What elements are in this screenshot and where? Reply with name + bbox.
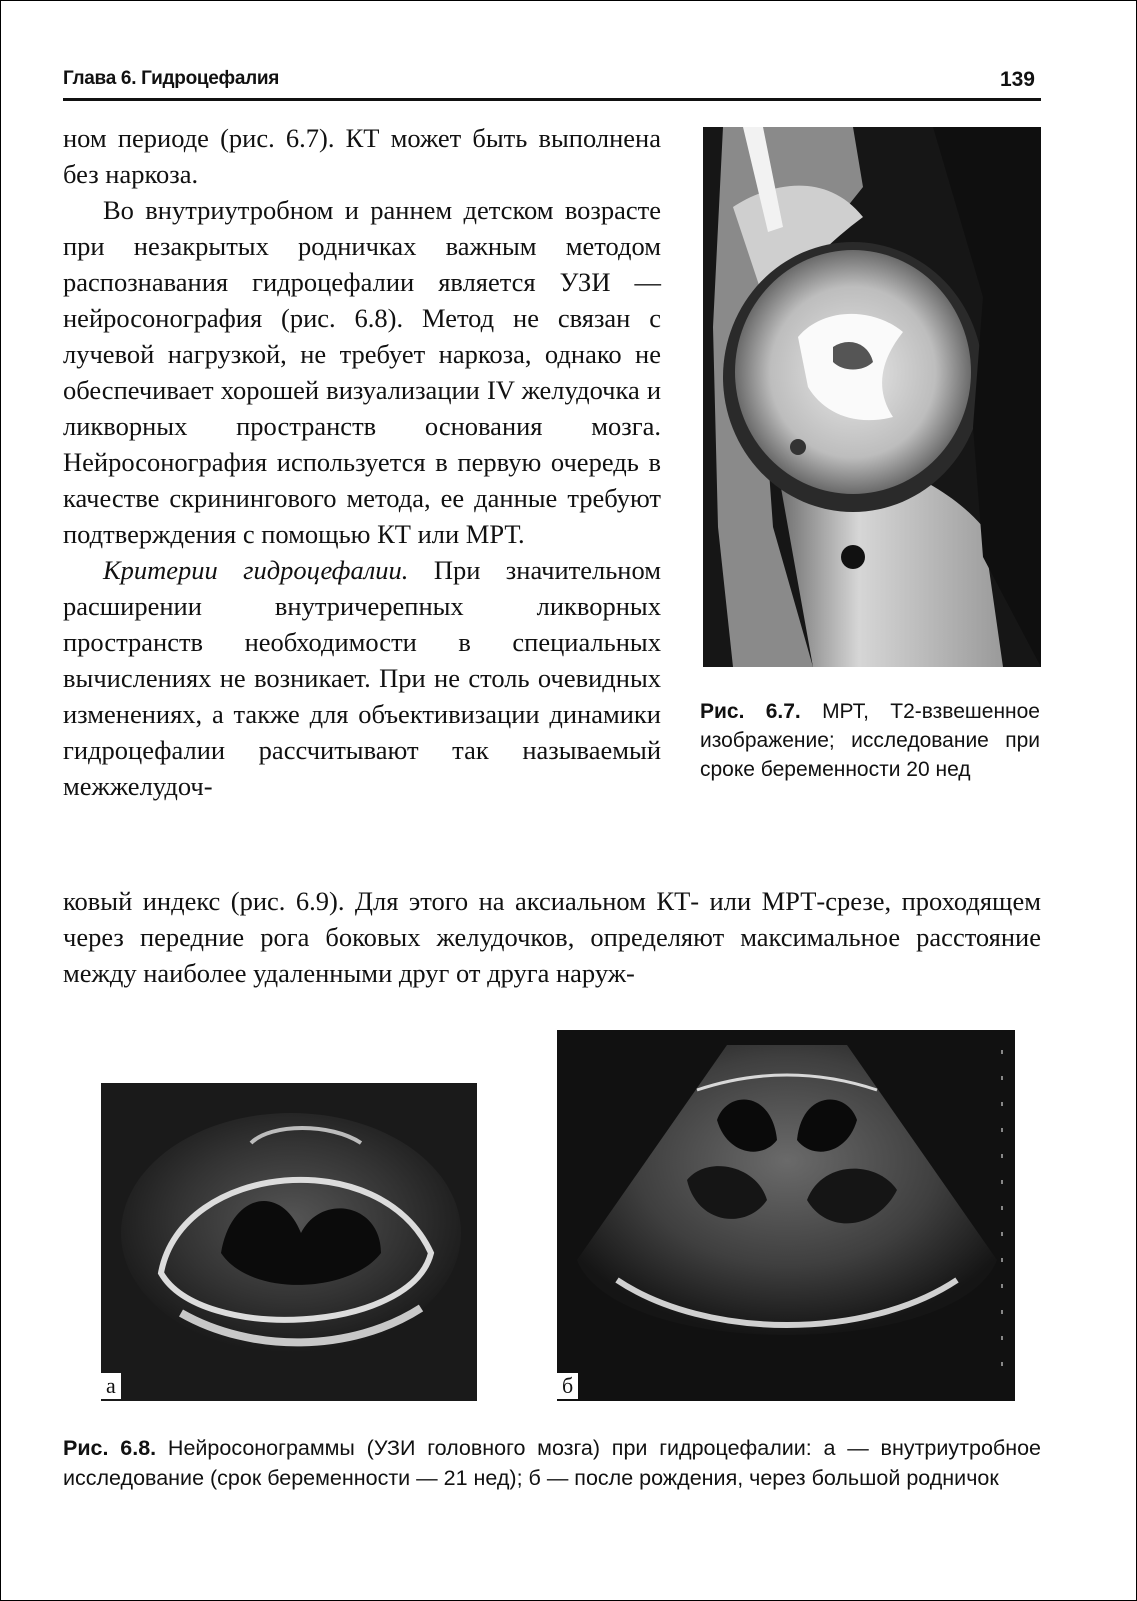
full-width-text: [63, 883, 1041, 991]
criteria-heading: Критерии гидроцефалии.: [103, 555, 409, 585]
figure-6-7-mri-image: [703, 127, 1041, 667]
figure-6-8b-ultrasound-image: [557, 1030, 1015, 1401]
page-number: 139: [999, 68, 1035, 91]
paragraph-3: [63, 552, 661, 804]
figure-6-7-caption-text: МРТ, Т2-взвешенное изображение; исследование при сроке беременности 20 нед: [700, 700, 1040, 781]
column-text: [63, 120, 661, 804]
paragraph-3-continued: ковый индекс (рис. 6.9). Для этого на аксиальном КТ- или МРТ-срезе, проходящем через передние рога боковых желудочков, определяют максимальное расстояние между наиболее удаленными друг от друга наруж-: [63, 886, 1041, 988]
panel-label-a: а: [101, 1373, 121, 1399]
figure-6-8-caption-text: Нейросонограммы (УЗИ головного мозга) при гидроцефалии: а — внутриутробное исследование (срок беременности — 21 нед); б — после рождения, через большой родничок: [63, 1436, 1042, 1490]
figure-6-7-label: Рис. 6.7.: [700, 700, 801, 723]
figure-6-8-label: Рис. 6.8.: [63, 1436, 157, 1460]
figure-6-8a-ultrasound-image: [101, 1083, 477, 1401]
chapter-title: Глава 6. Гидроцефалия: [63, 68, 280, 89]
panel-label-b: б: [557, 1373, 578, 1399]
running-head: [63, 62, 1041, 101]
paragraph-3-text: При значительном расширении внутричерепных ликворных пространств необходимости в специальных вычислениях не возникает. При не столь очевидных изменениях, а также для объективизации динамики гидроцефалии рассчитывают так называемый межжелудоч-: [63, 555, 661, 801]
paragraph-2: Во внутриутробном и раннем детском возрасте при незакрытых родничках важным методом распознавания гидроцефалии является УЗИ — нейросонография (рис. 6.8). Метод не связан с лучевой нагрузкой, не требует наркоза, однако не обеспечивает хорошей визуализации IV желудочка и ликворных пространств основания мозга. Нейросонография используется в первую очередь в качестве скринингового метода, ее данные требуют подтверждения с помощью КТ или МРТ.: [63, 195, 661, 549]
paragraph-1: ном периоде (рис. 6.7). КТ может быть выполнена без наркоза.: [63, 123, 661, 189]
figure-6-7-caption: [700, 697, 1040, 784]
figure-6-8-caption: [63, 1433, 1041, 1493]
